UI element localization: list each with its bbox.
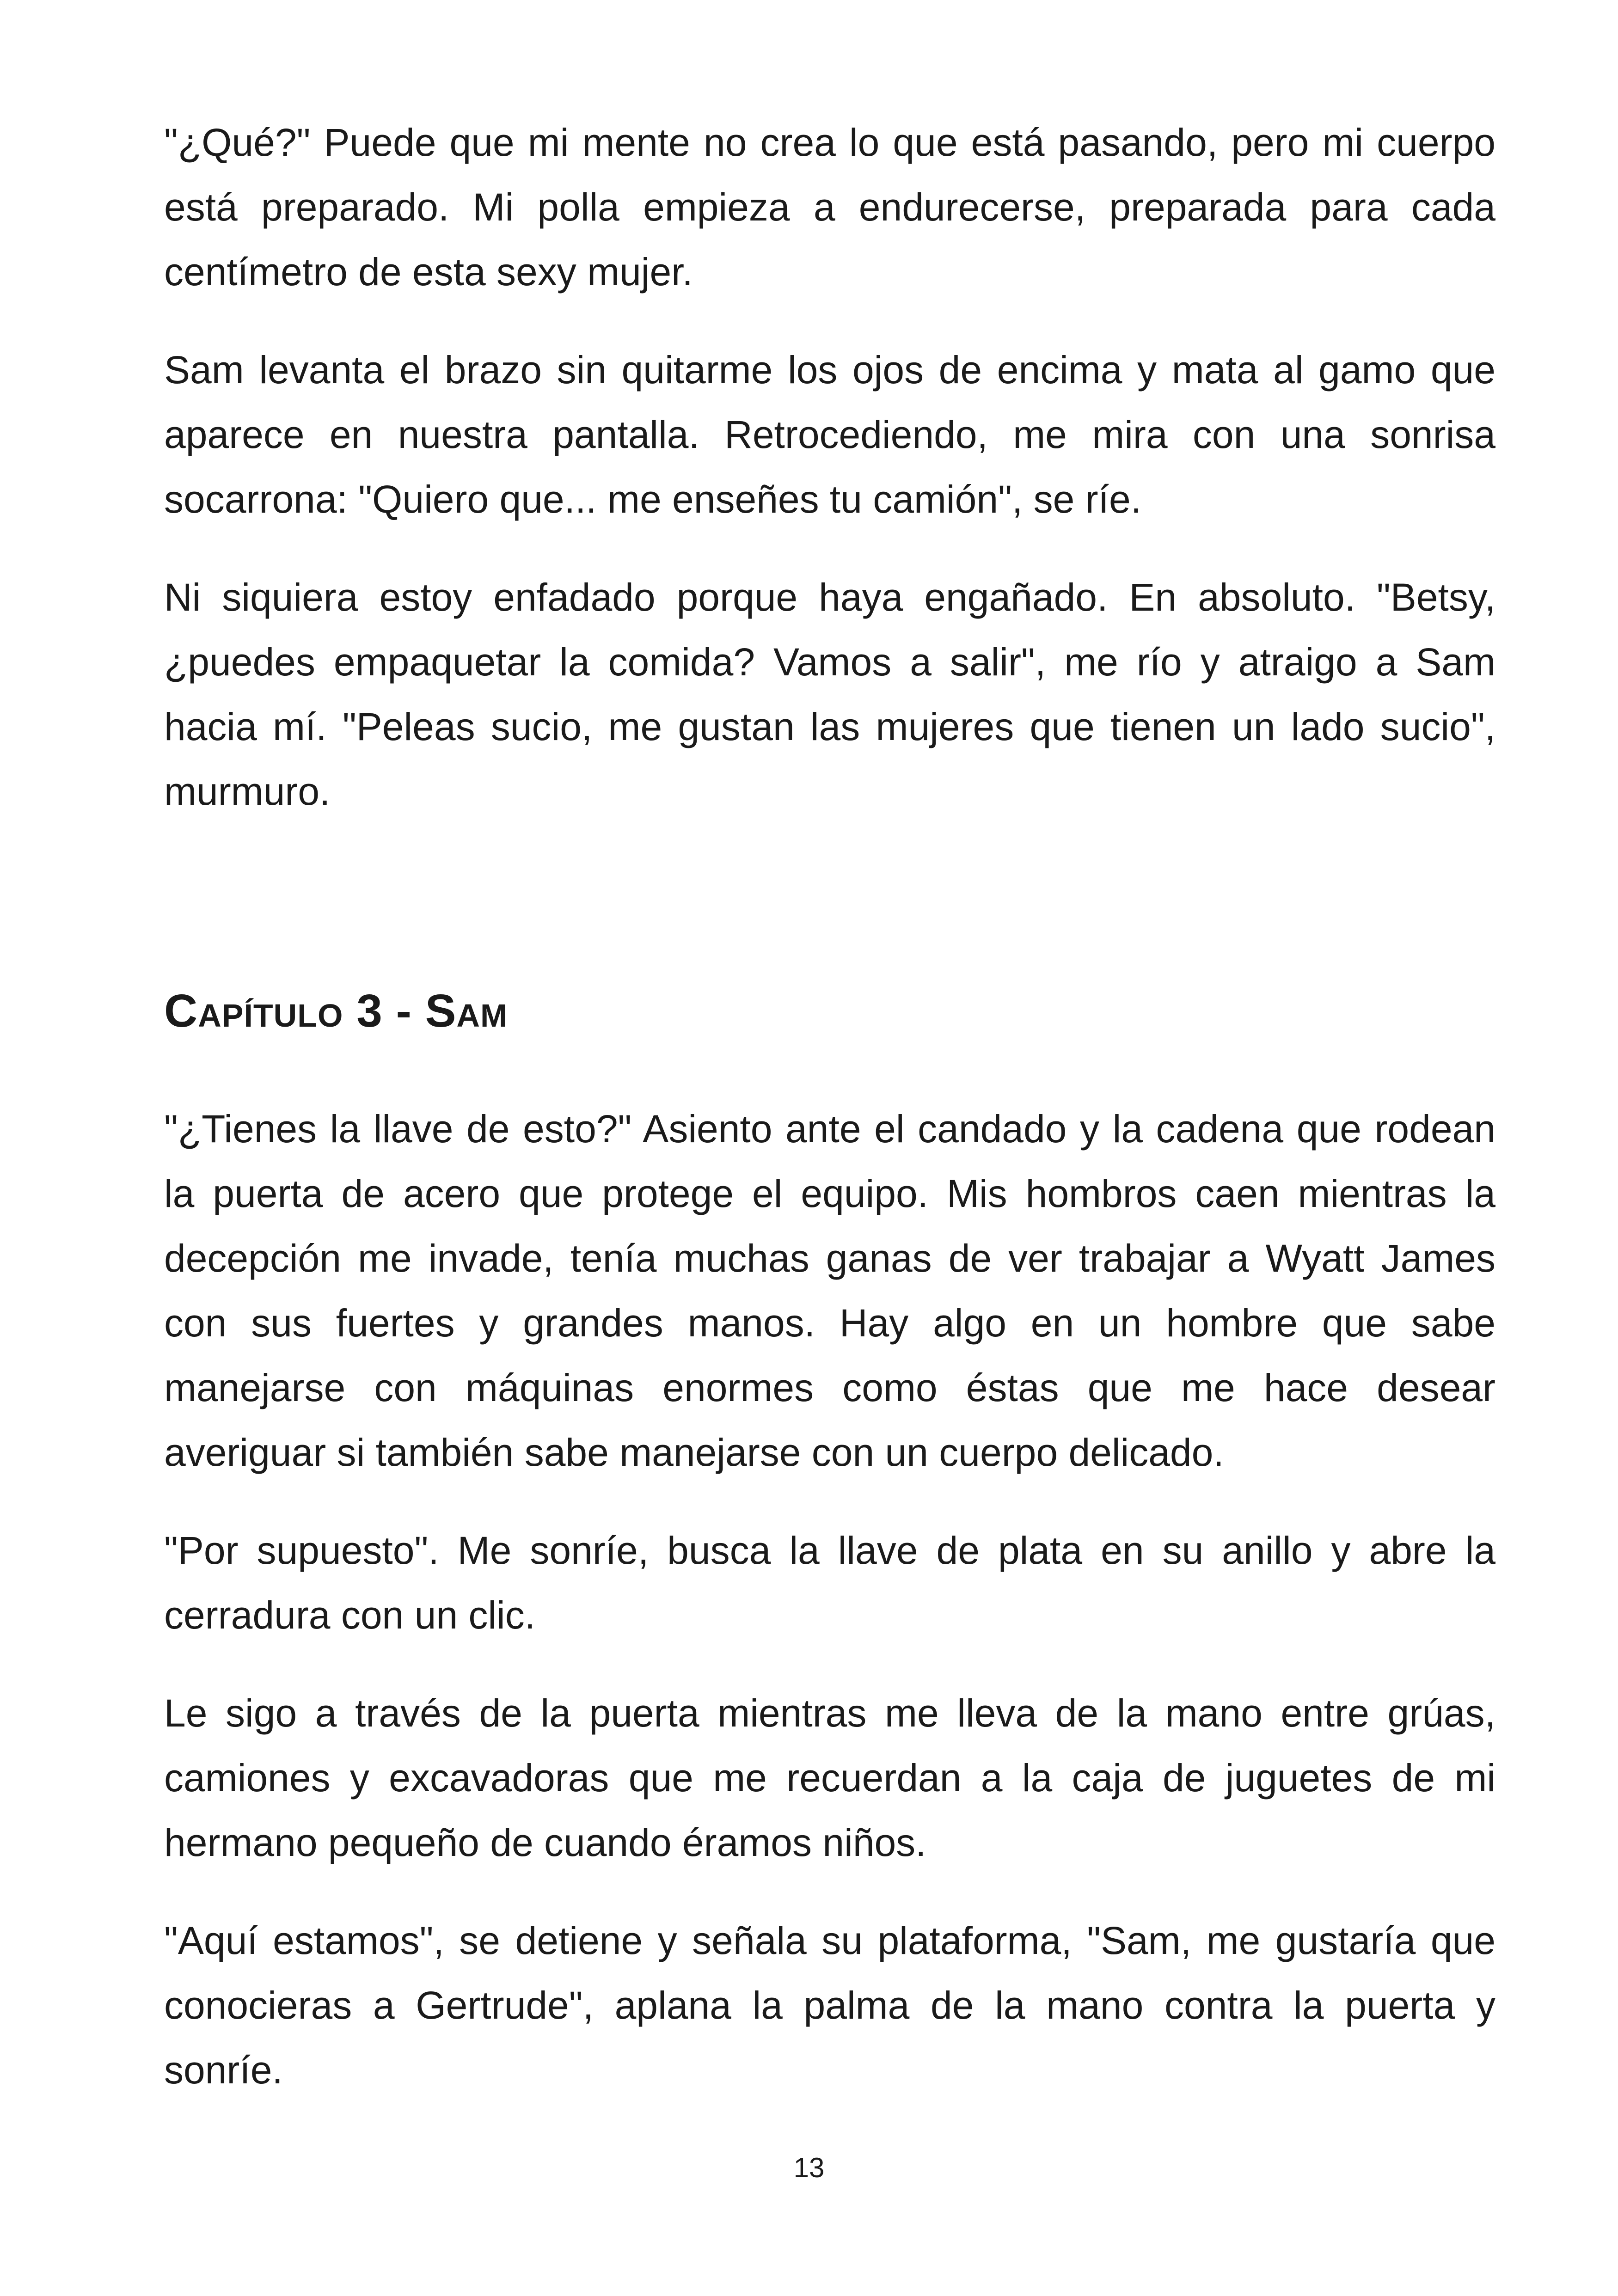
paragraph-7: "Aquí estamos", se detiene y señala su plataforma, "Sam, me gustaría que conocieras a Gertrude", aplana la palma de la mano contra la puerta y sonríe.	[164, 1919, 1495, 2092]
chapter-heading: Capítulo 3 - Sam	[164, 985, 508, 1037]
paragraph-4: "¿Tienes la llave de esto?" Asiento ante el candado y la cadena que rodean la puerta de acero que protege el equipo. Mis hombros caen mientras la decepción me invade, tenía muchas ganas de ver trabajar a Wyatt James con sus fuertes y grandes manos. Hay algo en un hombre que sabe manejarse con máquinas enormes como éstas que me hace desear averiguar si también sabe manejarse con un cuerpo delicado.	[164, 1107, 1495, 1474]
paragraph-5: "Por supuesto". Me sonríe, busca la llave de plata en su anillo y abre la cerradura con un clic.	[164, 1529, 1495, 1637]
paragraph-3: Ni siquiera estoy enfadado porque haya engañado. En absoluto. "Betsy, ¿puedes empaquetar la comida? Vamos a salir", me río y atraigo a Sam hacia mí. "Peleas sucio, me gustan las mujeres que tienen un lado sucio", murmuro.	[164, 576, 1495, 813]
page-content	[164, 110, 1495, 2102]
paragraph-1: "¿Qué?" Puede que mi mente no crea lo que está pasando, pero mi cuerpo está preparado. Mi polla empieza a endurecerse, preparada para cada centímetro de esta sexy mujer.	[164, 121, 1495, 294]
paragraph-2: Sam levanta el brazo sin quitarme los ojos de encima y mata al gamo que aparece en nuestra pantalla. Retrocediendo, me mira con una sonrisa socarrona: "Quiero que... me enseñes tu camión", se ríe.	[164, 348, 1495, 521]
page-number: 13	[793, 2152, 825, 2183]
paragraph-6: Le sigo a través de la puerta mientras me lleva de la mano entre grúas, camiones y excavadoras que me recuerdan a la caja de juguetes de mi hermano pequeño de cuando éramos niños.	[164, 1691, 1495, 1864]
